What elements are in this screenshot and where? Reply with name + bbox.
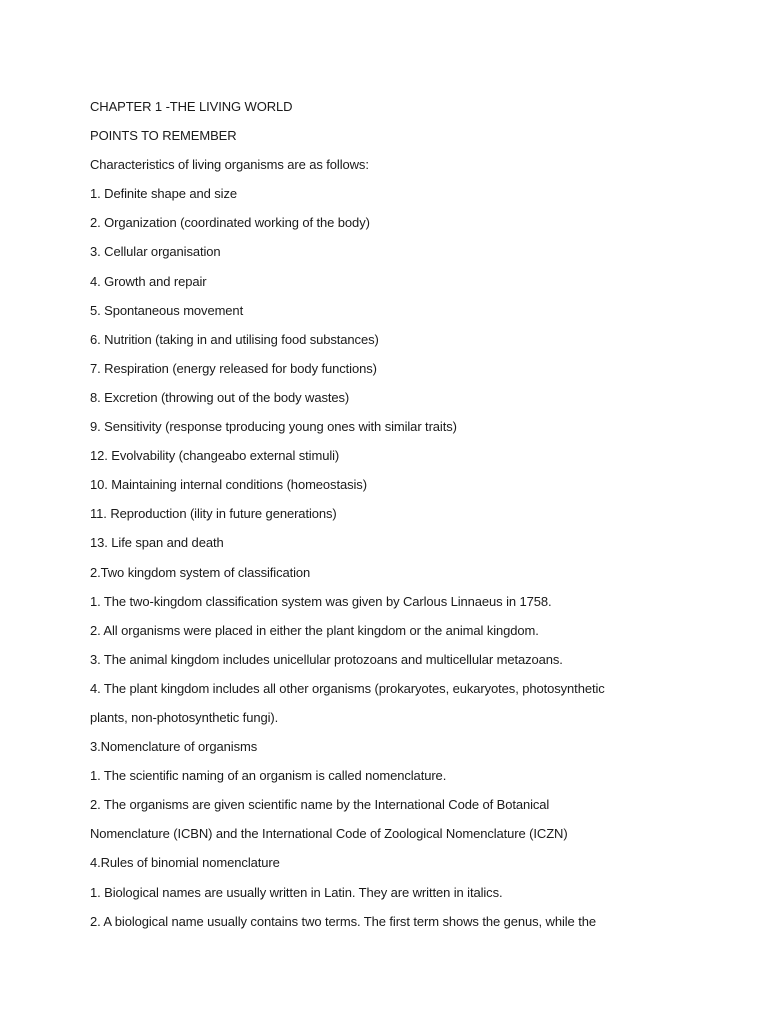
list-item: 9. Sensitivity (response tproducing young ones with similar traits) bbox=[90, 419, 457, 435]
chapter-title: CHAPTER 1 -THE LIVING WORLD bbox=[90, 99, 293, 114]
section-heading: 4.Rules of binomial nomenclature bbox=[90, 855, 280, 871]
list-item: 6. Nutrition (taking in and utilising food substances) bbox=[90, 331, 379, 347]
list-item: 11. Reproduction (ility in future generations) bbox=[90, 506, 337, 522]
list-item: 2. A biological name usually contains two terms. The first term shows the genus, while the bbox=[90, 913, 596, 929]
list-item: 12. Evolvability (changeabo external stimuli) bbox=[90, 448, 340, 464]
section-heading: 2.Two kingdom system of classification bbox=[90, 564, 311, 580]
list-item: 4. Growth and repair bbox=[90, 273, 207, 289]
list-item: 1. The scientific naming of an organism is called nomenclature. bbox=[90, 768, 447, 784]
list-item: 1. Definite shape and size bbox=[90, 186, 237, 202]
list-item: 1. The two-kingdom classification system was given by Carlous Linnaeus in 1758. bbox=[90, 593, 552, 609]
paragraph-line: Characteristics of living organisms are as follows: bbox=[90, 157, 369, 173]
list-item: 4. The plant kingdom includes all other organisms (prokaryotes, eukaryotes, photosynthetic bbox=[90, 680, 605, 696]
list-item: 13. Life span and death bbox=[90, 535, 224, 551]
document-body bbox=[90, 92, 730, 936]
list-item: 7. Respiration (energy released for body functions) bbox=[90, 360, 377, 376]
list-item: 5. Spontaneous movement bbox=[90, 302, 244, 318]
list-item-continuation: plants, non-photosynthetic fungi). bbox=[90, 709, 279, 725]
list-item: 2. The organisms are given scientific name by the International Code of Botanical bbox=[90, 797, 550, 813]
list-item: 10. Maintaining internal conditions (homeostasis) bbox=[90, 477, 367, 493]
list-item: 2. All organisms were placed in either the plant kingdom or the animal kingdom. bbox=[90, 622, 539, 638]
section-heading: 3.Nomenclature of organisms bbox=[90, 739, 258, 755]
list-item: 3. Cellular organisation bbox=[90, 244, 221, 260]
section-heading: POINTS TO REMEMBER bbox=[90, 128, 237, 144]
list-item: 3. The animal kingdom includes unicellular protozoans and multicellular metazoans. bbox=[90, 651, 563, 667]
list-item: 1. Biological names are usually written in Latin. They are written in italics. bbox=[90, 884, 503, 900]
list-item: 2. Organization (coordinated working of the body) bbox=[90, 215, 370, 231]
list-item-continuation: Nomenclature (ICBN) and the International Code of Zoological Nomenclature (ICZN) bbox=[90, 826, 568, 842]
list-item: 8. Excretion (throwing out of the body wastes) bbox=[90, 389, 350, 405]
